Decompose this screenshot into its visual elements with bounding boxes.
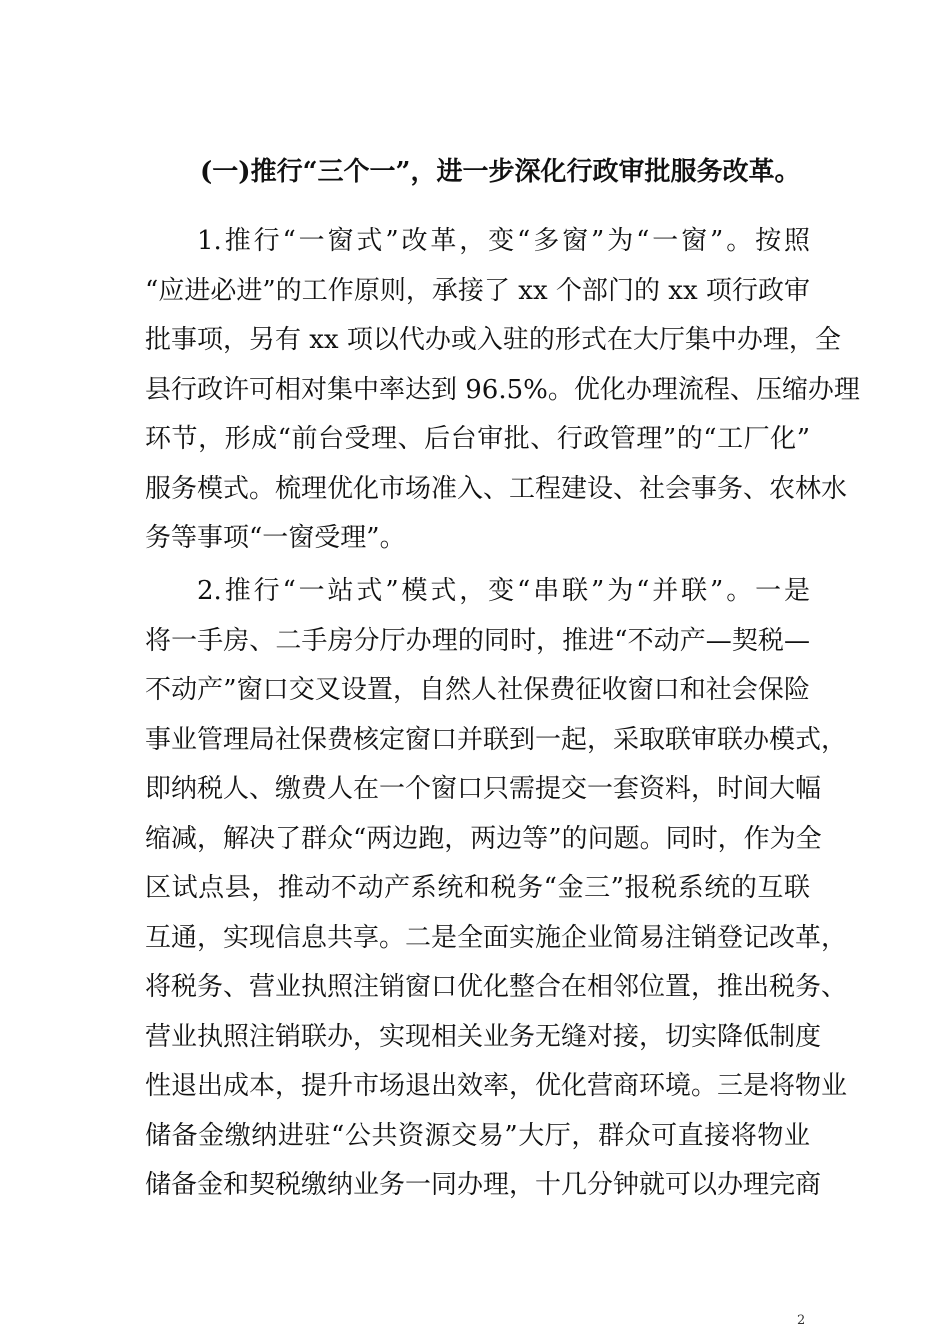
paragraph-line: 营业执照注销联办，实现相关业务无缝对接，切实降低制度 bbox=[145, 1021, 822, 1052]
paragraph-line: 事业管理局社保费核定窗口并联到一起，采取联审联办模式， bbox=[145, 724, 848, 755]
paragraph-line: 将税务、营业执照注销窗口优化整合在相邻位置，推出税务、 bbox=[145, 972, 848, 1002]
paragraph-line: 批事项，另有 xx 项以代办或入驻的形式在大厅集中办理，全 bbox=[145, 325, 841, 355]
section-heading: (一)推行“三个一”，进一步深化行政审批服务改革。 bbox=[200, 157, 801, 187]
paragraph-line: 缩减，解决了群众“两边跑，两边等”的问题。同时，作为全 bbox=[145, 823, 822, 854]
paragraph-1 bbox=[145, 217, 860, 564]
paragraph-line: 县行政许可相对集中率达到 96.5%。优化办理流程、压缩办理 bbox=[145, 374, 860, 405]
paragraph-line: 储备金和契税缴纳业务一同办理，十几分钟就可以办理完商 bbox=[145, 1170, 822, 1200]
paragraph-line: “应进必进”的工作原则，承接了 xx 个部门的 xx 项行政审 bbox=[145, 275, 810, 306]
paragraph-line: 即纳税人、缴费人在一个窗口只需提交一套资料，时间大幅 bbox=[145, 774, 822, 804]
paragraph-line: 2.推行“一站式”模式，变“串联”为“并联”。一是 bbox=[197, 576, 810, 606]
paragraph-2 bbox=[145, 567, 848, 1211]
paragraph-line: 服务模式。梳理优化市场准入、工程建设、社会事务、农林水 bbox=[145, 473, 848, 504]
paragraph-line: 储备金缴纳进驻“公共资源交易”大厅，群众可直接将物业 bbox=[145, 1120, 810, 1151]
paragraph-line: 务等事项“一窗受理”。 bbox=[145, 523, 406, 553]
paragraph-line: 环节，形成“前台受理、后台审批、行政管理”的“工厂化” bbox=[145, 424, 810, 454]
paragraph-line: 区试点县，推动不动产系统和税务“金三”报税系统的互联 bbox=[145, 873, 810, 903]
paragraph-line: 性退出成本，提升市场退出效率，优化营商环境。三是将物业 bbox=[145, 1071, 848, 1101]
paragraph-line: 不动产”窗口交叉设置，自然人社保费征收窗口和社会保险 bbox=[145, 675, 810, 705]
paragraph-line: 互通，实现信息共享。二是全面实施企业简易注销登记改革， bbox=[145, 922, 848, 953]
page-number: 2 bbox=[797, 1313, 806, 1328]
paragraph-line: 1.推行“一窗式”改革，变“多窗”为“一窗”。按照 bbox=[197, 226, 810, 256]
paragraph-line: 将一手房、二手房分厅办理的同时，推进“不动产—契税— bbox=[145, 625, 810, 656]
